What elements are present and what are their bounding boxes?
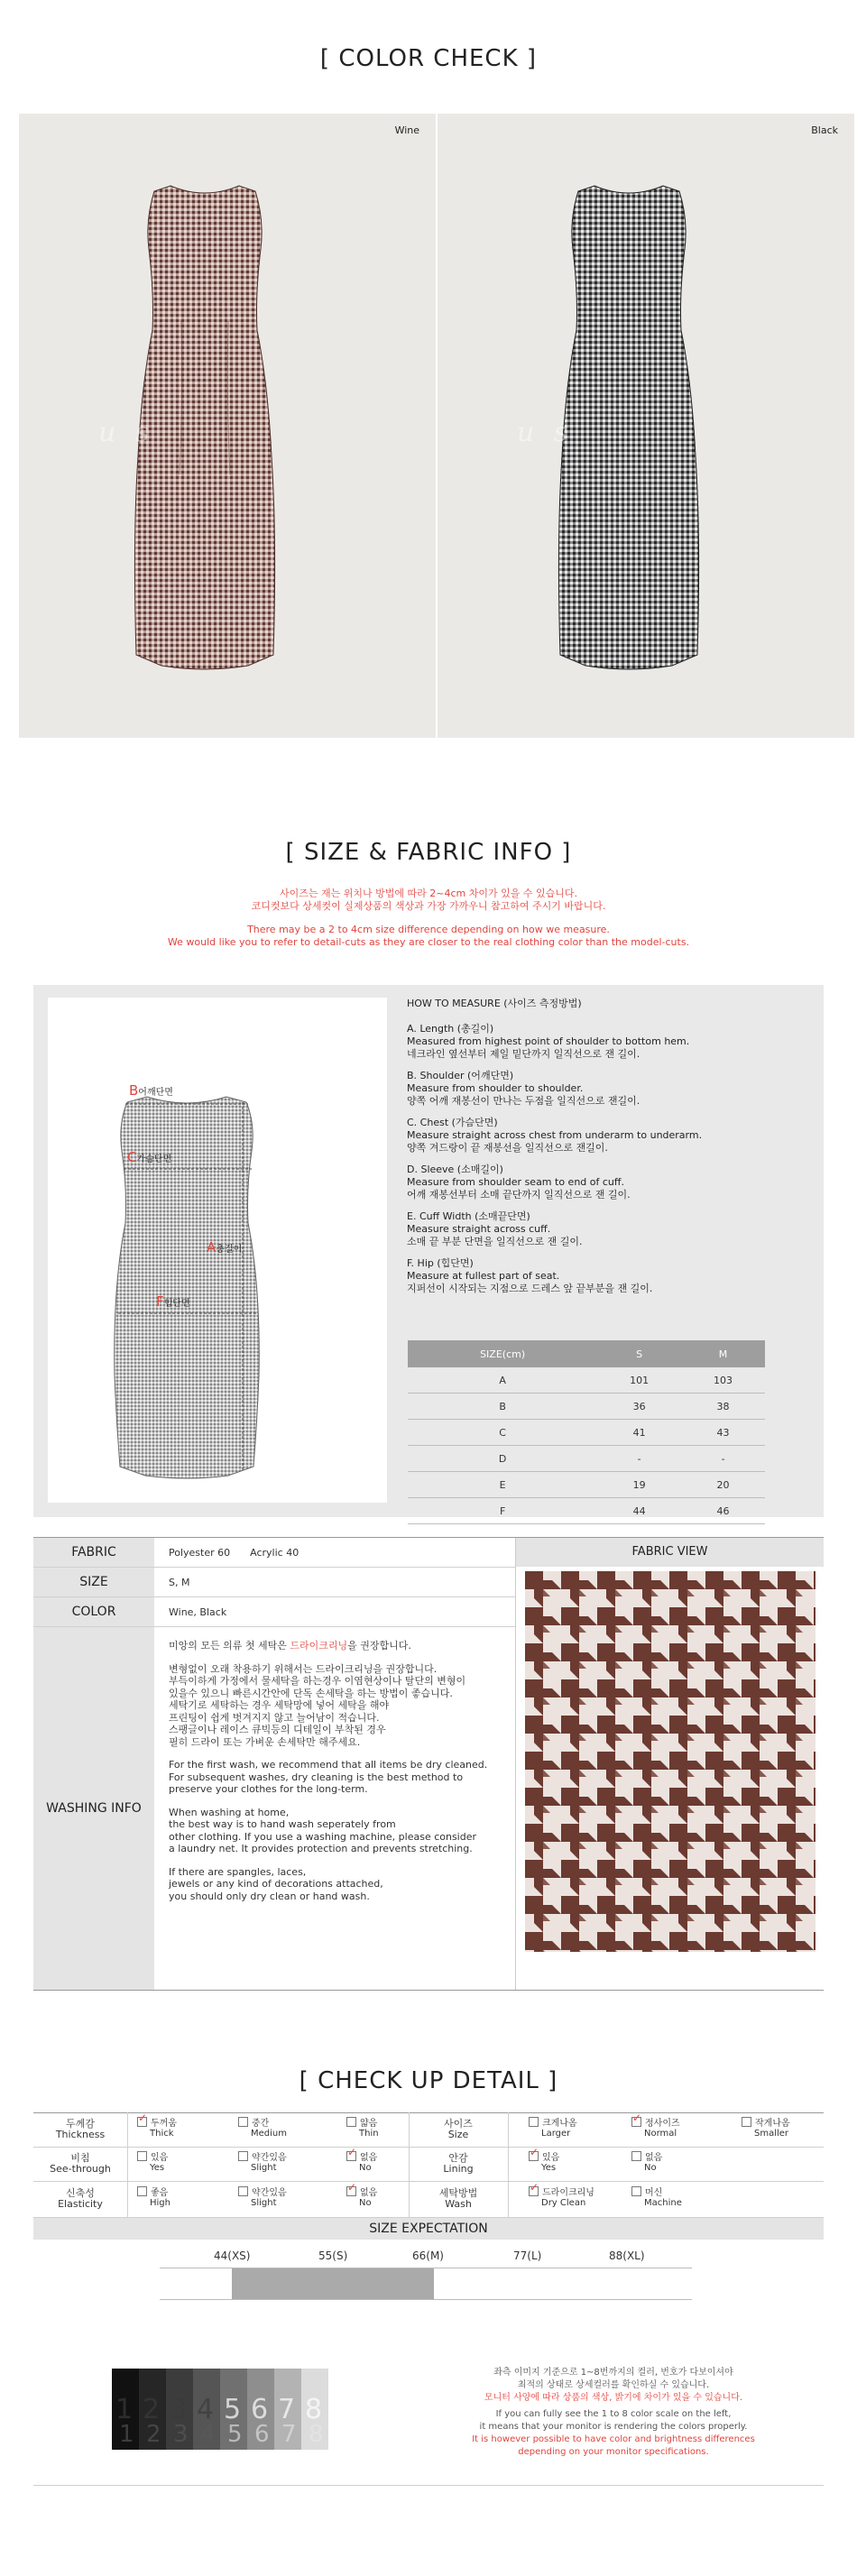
fabric-val-1: Polyester 60 (169, 1547, 231, 1559)
color-scale-number: 2 (146, 2421, 161, 2448)
measure-d: D. Sleeve (소매길이) Measure from shoulder seam to end of cuff. 어깨 재봉선부터 소매 끝단까지 일직선으로 잰 길이. (407, 1164, 631, 1201)
size-expectation-fill (232, 2268, 434, 2299)
size-header-m: M (681, 1340, 765, 1367)
opt-elastic-no[interactable]: ✓없음 No (346, 2186, 377, 2208)
label-a-letter: A (207, 1239, 217, 1256)
how-to-measure-title: HOW TO MEASURE (사이즈 측정방법) (407, 998, 582, 1009)
color-scale-box (166, 2369, 193, 2450)
opt-dry-clean[interactable]: ✓드라이크리닝 Dry Clean (529, 2186, 594, 2208)
fabric-val-2: Acrylic 40 (250, 1547, 299, 1559)
dry-clean-highlight: 드라이크리닝 (290, 1640, 348, 1651)
opt-see-slight[interactable]: 약간있음 Slight (238, 2151, 287, 2173)
size-expectation-title: SIZE EXPECTATION (33, 2218, 824, 2240)
fabric-view-image (525, 1571, 816, 1952)
table-row: D - - (408, 1446, 765, 1472)
opt-elastic-slight[interactable]: 약간있음 Slight (238, 2186, 287, 2208)
size-measure-block (33, 985, 824, 1517)
color-scale-number: 1 (115, 2394, 134, 2425)
color-scale-number: 2 (143, 2394, 161, 2425)
table-row: B 36 38 (408, 1394, 765, 1420)
size-val: S, M (169, 1577, 190, 1588)
fabric-row (33, 1538, 515, 1568)
size-scale-label: 88(XL) (609, 2249, 645, 2262)
check-up-title: [ CHECK UP DETAIL ] (299, 2067, 558, 2094)
watermark: u s (517, 417, 574, 448)
note-en-2: We would like you to refer to detail-cuts as they are closer to the real clothing color than the model-cuts. (167, 936, 690, 948)
color-scale-number: 6 (254, 2421, 270, 2448)
opt-smaller[interactable]: 작게나옴 Smaller (742, 2117, 790, 2139)
size-scale-label: 55(S) (318, 2249, 348, 2262)
note-en-1: There may be a 2 to 4cm size difference depending on how we measure. (247, 924, 610, 935)
color-scale-notes: 좌측 이미지 기준으로 1~8번까지의 컬러, 번호가 다보이셔야 최적의 상태로 상세컬러를 확인하실 수 있습니다. 모니터 사양에 따라 상품의 색상, 밝기에 차이가 있을 수 있습니다. If you can fully see the 1 to 8 color scale on the left, it means that your monitor is rendering the colors properly. It is however possible to have color and brightness differences depending on your monitor specifications. (424, 2367, 803, 2459)
wine-dress-panel (19, 114, 436, 738)
size-diagram (48, 998, 387, 1503)
size-fabric-title: [ SIZE & FABRIC INFO ] (285, 839, 572, 866)
size-scale-label: 44(XS) (214, 2249, 251, 2262)
size-key: SIZE (33, 1568, 154, 1596)
label-c-text: 가슴단면 (136, 1155, 172, 1164)
color-scale-number: 5 (224, 2394, 242, 2425)
label-f-text: 힙단면 (163, 1299, 190, 1309)
washing-row (33, 1627, 515, 1991)
color-check-title: [ COLOR CHECK ] (319, 45, 538, 72)
watermark: u s (98, 417, 155, 448)
wine-dress-image (19, 114, 436, 738)
measure-e: E. Cuff Width (소매끝단면) Measure straight across cuff. 소매 끝 부분 단면을 일직선으로 잰 길이. (407, 1210, 583, 1247)
size-header-label: SIZE(cm) (408, 1340, 597, 1367)
color-scale-number: 4 (200, 2421, 216, 2448)
color-scale-number: 3 (173, 2421, 189, 2448)
table-row: F 44 46 (408, 1498, 765, 1524)
table-row: E 19 20 (408, 1472, 765, 1498)
color-scale-number: 7 (281, 2421, 297, 2448)
label-b-text: 어깨단면 (138, 1088, 173, 1098)
size-header-s: S (597, 1340, 681, 1367)
measure-b: B. Shoulder (어깨단면) Measure from shoulder to shoulder. 양쪽 어깨 재봉선이 만나는 두점을 일직선으로 잰길이. (407, 1070, 640, 1107)
size-scale-label: 77(L) (513, 2249, 542, 2262)
opt-thick[interactable]: ✓두꺼움 Thick (137, 2117, 177, 2139)
table-row: C 41 43 (408, 1420, 765, 1446)
label-c-letter: C (127, 1149, 137, 1165)
note-kr-1: 사이즈는 재는 위치나 방법에 따라 2~4cm 차이가 있을 수 있습니다. (280, 888, 577, 899)
color-scale-number: 8 (309, 2421, 324, 2448)
thickness-key: 두께감 Thickness (55, 2118, 106, 2140)
color-key: COLOR (33, 1597, 154, 1626)
opt-lining-yes[interactable]: ✓있음 Yes (529, 2151, 559, 2173)
color-scale-number: 5 (227, 2421, 243, 2448)
color-scale-warning-kr: 모니터 사양에 따라 상품의 색상, 밝기에 차이가 있을 수 있습니다. (484, 2393, 743, 2403)
opt-elastic-high[interactable]: 좋음 High (137, 2186, 170, 2208)
size-scale-label: 66(M) (412, 2249, 444, 2262)
color-scale-number: 4 (197, 2394, 215, 2425)
black-dress-panel (438, 114, 854, 738)
opt-larger[interactable]: 크게나옴 Larger (529, 2117, 577, 2139)
opt-lining-no[interactable]: 없음 No (631, 2151, 662, 2173)
size-fit-key: 사이즈 Size (444, 2118, 473, 2140)
washing-text: 미앙의 모든 의류 첫 세탁은 드라이크리닝을 권장합니다. 변형없이 오래 착용하기 위해서는 드라이크리닝을 권장합니다. 부득이하게 가정에서 물세탁을 하는경우 이염현상이나 탈단의 변형이 있을수 있으니 빠른시간안에 단독 손세탁을 하는 방법이 좋습니다. 세탁기로 세탁하는 경우 세탁망에 넣어 세탁을 해야 프린팅이 쉽게 벗겨지지 않고 늘어남이 적습니다. 스팽글이나 레이스 큐빅등의 디테일이 부착된 경우 필히 드라이 또는 가벼운 손세탁만 해주세요. For the first wash, we recommend that all items be dry cleaned. For subsequent washes, dry cleaning is the best method to preserve your clothes for the long-term. When washing at home, the best way is to hand wash seperately from other clothing. If you use a washing machine, please consider a laundry net. It provides protection and prevents stretching. If there are spangles, laces, jewels or any kind of decorations attached, you should only dry clean or hand wash. (169, 1640, 488, 1902)
opt-thin[interactable]: 얇음 Thin (346, 2117, 379, 2139)
note-kr-2: 코디컷보다 상세컷이 실제상품의 색상과 가장 가까우니 참고하여 주시기 바랍니다. (251, 900, 606, 912)
color-scale-box (220, 2369, 247, 2450)
size-expectation-bar (160, 2268, 692, 2300)
opt-machine[interactable]: 머신 Machine (631, 2186, 682, 2208)
wash-key: 세탁방법 Wash (438, 2187, 478, 2210)
black-label: Black (811, 124, 838, 136)
washing-key: WASHING INFO (33, 1627, 154, 1990)
how-to-measure (407, 998, 804, 1304)
opt-see-yes[interactable]: 있음 Yes (137, 2151, 168, 2173)
black-dress-image (438, 114, 854, 738)
color-scale-number: 3 (170, 2394, 188, 2425)
label-f-letter: F (156, 1293, 164, 1310)
color-row (33, 1597, 515, 1627)
fabric-key: FABRIC (33, 1538, 154, 1567)
color-scale-number: 7 (278, 2394, 296, 2425)
opt-normal[interactable]: ✓정사이즈 Normal (631, 2117, 680, 2139)
wine-label: Wine (394, 124, 419, 136)
color-scale-box (301, 2369, 328, 2450)
color-scale (112, 2369, 355, 2450)
size-table (408, 1340, 765, 1524)
color-scale-number: 8 (305, 2394, 323, 2425)
lining-key: 안감 Lining (443, 2152, 474, 2175)
color-scale-number: 6 (251, 2394, 269, 2425)
measure-c: C. Chest (가슴단면) Measure straight across chest from underarm to underarm. 양쪽 겨드랑이 끝 재봉선을 일직선으로 잰길이. (407, 1117, 703, 1154)
color-scale-box (274, 2369, 301, 2450)
opt-medium[interactable]: 중간 Medium (238, 2117, 287, 2139)
color-val: Wine, Black (169, 1606, 227, 1618)
measure-a: A. Length (총길이) Measured from highest point of shoulder to bottom hem. 네크라인 옆선부터 제일 밑단까지 일직선으로 잰 길이. (407, 1023, 690, 1060)
color-scale-box (247, 2369, 274, 2450)
measure-f: F. Hip (힙단면) Measure at fullest part of seat. 지퍼선이 시작되는 지점으로 드레스 앞 끝부분을 잰 길이. (407, 1257, 653, 1294)
table-row: A 101 103 (408, 1367, 765, 1394)
color-scale-box (193, 2369, 220, 2450)
elasticity-key: 신축성 Elasticity (58, 2187, 103, 2210)
color-scale-number: 1 (119, 2421, 134, 2448)
fabric-view-title: FABRIC VIEW (516, 1538, 824, 1567)
size-scale (160, 2249, 692, 2262)
label-a-text: 총길이 (216, 1245, 243, 1255)
color-scale-box (112, 2369, 139, 2450)
opt-see-no[interactable]: ✓없음 No (346, 2151, 377, 2173)
label-b-letter: B (129, 1082, 139, 1099)
color-scale-box (139, 2369, 166, 2450)
size-row (33, 1568, 515, 1597)
see-through-key: 비침 See-through (50, 2152, 111, 2175)
